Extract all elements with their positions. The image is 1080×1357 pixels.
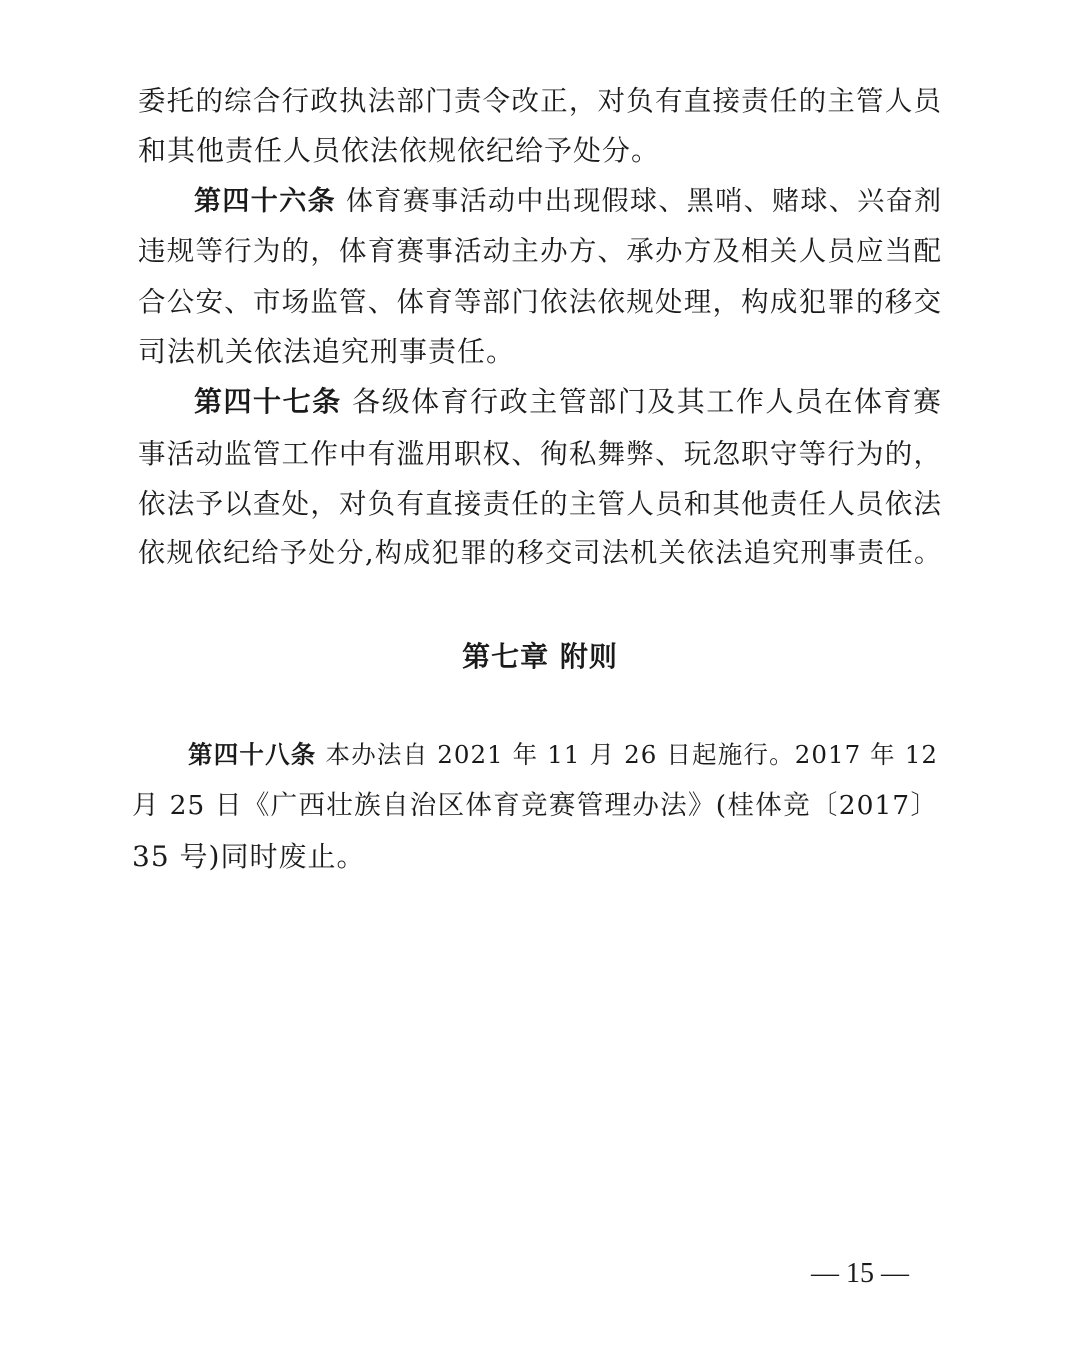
paragraph-line: 委托的综合行政执法部门责令改正，对负有直接责任的主管人员 — [138, 85, 942, 117]
article-48-first-line — [188, 730, 938, 780]
paragraph-line: 35 号)同时废止。 — [132, 840, 366, 873]
article-46-heading: 第四十六条 — [194, 186, 337, 217]
paragraph-line: 事活动监管工作中有滥用职权、徇私舞弊、玩忽职守等行为的， — [138, 438, 942, 470]
article-46-first-line — [194, 177, 942, 227]
article-46-text: 体育赛事活动中出现假球、黑哨、赌球、兴奋剂 — [346, 186, 942, 217]
paragraph-line: 依规依纪给予处分,构成犯罪的移交司法机关依法追究刑事责任。 — [138, 538, 942, 569]
article-47-heading: 第四十七条 — [194, 385, 342, 418]
paragraph-line: 和其他责任人员依法依规依纪给予处分。 — [138, 134, 661, 167]
paragraph-line: 司法机关依法追究刑事责任。 — [138, 335, 516, 368]
page-number: — 15 — — [811, 1258, 909, 1289]
paragraph-line: 依法予以查处，对负有直接责任的主管人员和其他责任人员依法 — [138, 488, 942, 520]
article-47-first-line — [194, 377, 942, 427]
paragraph-line: 合公安、市场监管、体育等部门依法依规处理，构成犯罪的移交 — [138, 286, 942, 318]
chapter-title: 第七章 附则 — [462, 640, 618, 673]
article-48-heading: 第四十八条 — [188, 740, 317, 769]
paragraph-line: 月 25 日《广西壮族自治区体育竞赛管理办法》(桂体竞〔2017〕 — [132, 790, 938, 821]
paragraph-line: 违规等行为的，体育赛事活动主办方、承办方及相关人员应当配 — [138, 235, 942, 267]
article-48-text: 本办法自 2021 年 11 月 26 日起施行。2017 年 12 — [325, 740, 938, 769]
article-47-text: 各级体育行政主管部门及其工作人员在体育赛 — [352, 385, 942, 418]
